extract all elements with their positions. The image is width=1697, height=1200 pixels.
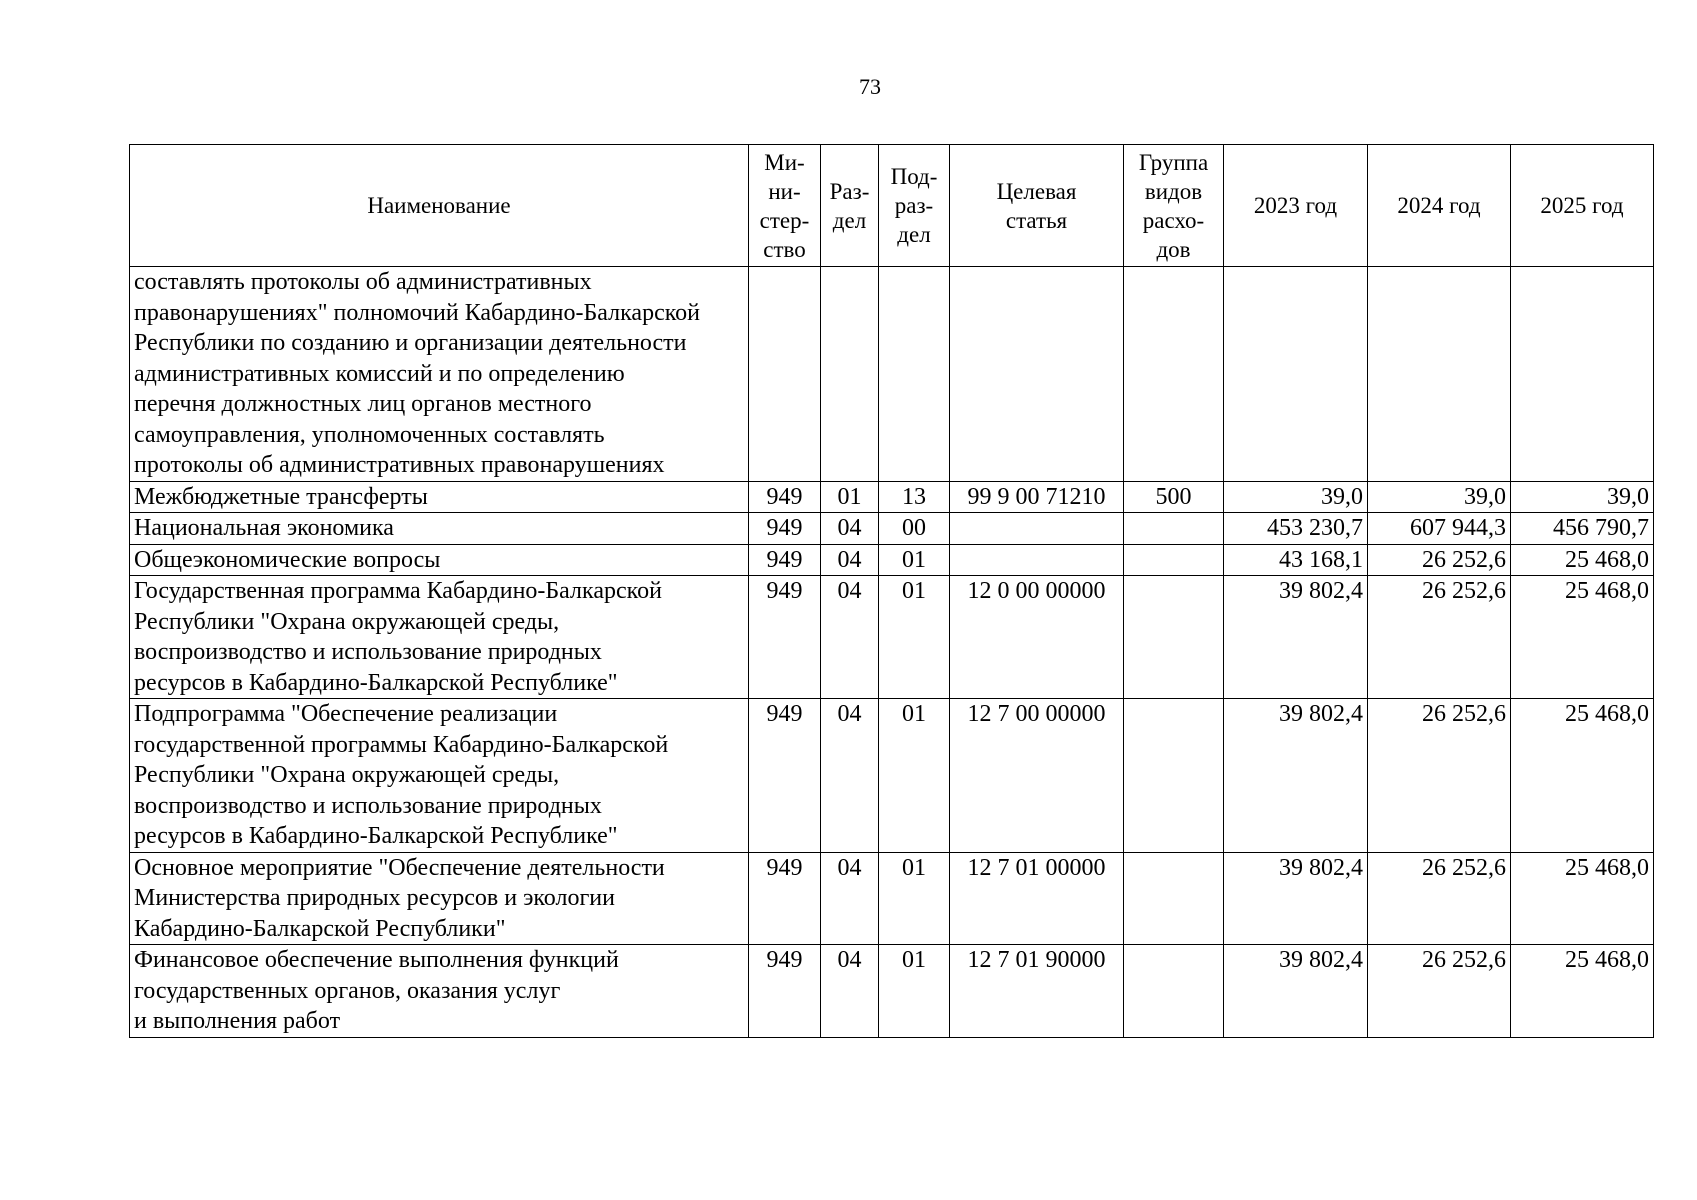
cell-2024: 26 252,6 xyxy=(1368,852,1511,945)
cell-2023: 453 230,7 xyxy=(1224,513,1368,545)
header-2023: 2023 год xyxy=(1224,145,1368,267)
name-line: протоколы об административных правонарушениях xyxy=(134,452,665,478)
cell-2025: 39,0 xyxy=(1511,481,1654,513)
header-name: Наименование xyxy=(130,145,749,267)
name-line: Подпрограмма "Обеспечение реализации xyxy=(134,701,558,727)
cell-group xyxy=(1124,513,1224,545)
cell-section: 04 xyxy=(821,576,879,699)
name-line: Государственная программа Кабардино-Балкарской xyxy=(134,578,662,604)
cell-name xyxy=(130,544,749,576)
name-line: Национальная экономика xyxy=(134,515,394,541)
name-line: Общеэкономические вопросы xyxy=(134,546,441,573)
table-row xyxy=(130,544,1654,576)
name-line: административных комиссий и по определению xyxy=(134,360,625,387)
cell-section: 01 xyxy=(821,481,879,513)
cell-2023: 39 802,4 xyxy=(1224,576,1368,699)
name-line: Республики "Охрана окружающей среды, xyxy=(134,762,560,788)
cell-subsection: 00 xyxy=(879,513,950,545)
cell-name xyxy=(130,481,749,513)
cell-group xyxy=(1124,699,1224,853)
name-line: самоуправления, уполномоченных составлять xyxy=(134,421,605,448)
header-section-line: дел xyxy=(832,207,867,233)
cell-group xyxy=(1124,267,1224,482)
cell-group xyxy=(1124,544,1224,576)
cell-name xyxy=(130,576,749,699)
cell-section: 04 xyxy=(821,699,879,853)
cell-group xyxy=(1124,945,1224,1038)
cell-2025: 25 468,0 xyxy=(1511,945,1654,1038)
name-line: Республики "Охрана окружающей среды, xyxy=(134,608,560,635)
name-line: ресурсов в Кабардино-Балкарской Республике" xyxy=(134,823,618,849)
cell-ministry: 949 xyxy=(749,852,821,945)
cell-ministry: 949 xyxy=(749,481,821,513)
cell-target: 12 7 00 00000 xyxy=(950,699,1124,853)
cell-section: 04 xyxy=(821,513,879,545)
name-line: составлять протоколы об административных xyxy=(134,269,592,295)
name-line: Кабардино-Балкарской Республики" xyxy=(134,915,506,942)
header-subsection-line: дел xyxy=(897,222,931,247)
cell-ministry: 949 xyxy=(749,699,821,853)
name-line: воспроизводство и использование природных xyxy=(134,639,602,665)
cell-target xyxy=(950,267,1124,482)
cell-ministry: 949 xyxy=(749,945,821,1038)
cell-target: 99 9 00 71210 xyxy=(950,481,1124,513)
header-group-line: видов xyxy=(1144,178,1203,204)
name-line: Основное мероприятие "Обеспечение деятельности xyxy=(134,854,665,881)
cell-ministry: 949 xyxy=(749,513,821,545)
header-2024: 2024 год xyxy=(1368,145,1511,267)
cell-2024: 26 252,6 xyxy=(1368,576,1511,699)
name-line: ресурсов в Кабардино-Балкарской Республике" xyxy=(134,669,618,696)
header-target-article xyxy=(950,145,1124,267)
cell-section: 04 xyxy=(821,945,879,1038)
cell-2025: 456 790,7 xyxy=(1511,513,1654,545)
cell-2025: 25 468,0 xyxy=(1511,699,1654,853)
cell-group xyxy=(1124,852,1224,945)
cell-subsection: 01 xyxy=(879,544,950,576)
table-row xyxy=(130,481,1654,513)
cell-target xyxy=(950,513,1124,545)
header-subsection-line: Под- xyxy=(890,164,938,189)
header-subsection-line: раз- xyxy=(894,193,934,218)
cell-subsection: 01 xyxy=(879,699,950,853)
table-row xyxy=(130,267,1654,482)
cell-section: 04 xyxy=(821,544,879,576)
cell-subsection xyxy=(879,267,950,482)
cell-2024: 607 944,3 xyxy=(1368,513,1511,545)
cell-2024: 26 252,6 xyxy=(1368,544,1511,576)
cell-2024: 26 252,6 xyxy=(1368,699,1511,853)
header-group-line: дов xyxy=(1156,236,1191,262)
cell-subsection: 01 xyxy=(879,945,950,1038)
name-line: перечня должностных лиц органов местного xyxy=(134,391,592,417)
cell-subsection: 01 xyxy=(879,852,950,945)
table-row xyxy=(130,699,1654,853)
cell-group xyxy=(1124,576,1224,699)
header-ministry xyxy=(749,145,821,267)
cell-section xyxy=(821,267,879,482)
cell-2025: 25 468,0 xyxy=(1511,852,1654,945)
cell-name xyxy=(130,945,749,1038)
cell-name xyxy=(130,267,749,482)
header-ministry-line: стер- xyxy=(759,207,810,233)
header-2025: 2025 год xyxy=(1511,145,1654,267)
header-ministry-line: Ми- xyxy=(764,149,805,175)
cell-2025: 25 468,0 xyxy=(1511,544,1654,576)
cell-name xyxy=(130,699,749,853)
name-line: Республики по созданию и организации деятельности xyxy=(134,330,687,356)
name-line: Межбюджетные трансферты xyxy=(134,483,428,510)
name-line: правонарушениях" полномочий Кабардино-Балкарской xyxy=(134,299,701,326)
cell-group: 500 xyxy=(1124,481,1224,513)
cell-2023: 39 802,4 xyxy=(1224,852,1368,945)
cell-2023: 39 802,4 xyxy=(1224,699,1368,853)
cell-ministry: 949 xyxy=(749,544,821,576)
cell-section: 04 xyxy=(821,852,879,945)
cell-subsection: 01 xyxy=(879,576,950,699)
header-target-line: Целевая xyxy=(996,178,1077,204)
cell-2024 xyxy=(1368,267,1511,482)
name-line: Финансовое обеспечение выполнения функций xyxy=(134,947,619,973)
cell-2023 xyxy=(1224,267,1368,482)
cell-2023: 43 168,1 xyxy=(1224,544,1368,576)
cell-ministry xyxy=(749,267,821,482)
page-number: 73 xyxy=(859,74,881,99)
name-line: и выполнения работ xyxy=(134,1008,341,1034)
table-row xyxy=(130,852,1654,945)
header-section xyxy=(821,145,879,267)
table-row xyxy=(130,576,1654,699)
cell-2025 xyxy=(1511,267,1654,482)
header-ministry-line: ни- xyxy=(768,178,801,204)
budget-table xyxy=(129,144,1654,1038)
cell-target: 12 0 00 00000 xyxy=(950,576,1124,699)
name-line: воспроизводство и использование природных xyxy=(134,792,602,819)
header-group-line: расхо- xyxy=(1142,207,1205,233)
header-subsection xyxy=(879,145,950,267)
cell-name xyxy=(130,513,749,545)
header-target-line: статья xyxy=(1005,207,1068,233)
cell-2024: 26 252,6 xyxy=(1368,945,1511,1038)
name-line: Министерства природных ресурсов и экологии xyxy=(134,885,615,911)
header-group-line: Группа xyxy=(1138,149,1209,175)
name-line: государственных органов, оказания услуг xyxy=(134,977,561,1004)
cell-name xyxy=(130,852,749,945)
header-expense-group xyxy=(1124,145,1224,267)
cell-target: 12 7 01 00000 xyxy=(950,852,1124,945)
cell-2023: 39 802,4 xyxy=(1224,945,1368,1038)
cell-2025: 25 468,0 xyxy=(1511,576,1654,699)
header-ministry-line: ство xyxy=(763,236,806,262)
table-header-row xyxy=(130,145,1654,267)
cell-ministry: 949 xyxy=(749,576,821,699)
cell-2024: 39,0 xyxy=(1368,481,1511,513)
cell-2023: 39,0 xyxy=(1224,481,1368,513)
name-line: государственной программы Кабардино-Балкарской xyxy=(134,731,669,758)
table-row xyxy=(130,513,1654,545)
cell-target: 12 7 01 90000 xyxy=(950,945,1124,1038)
header-section-line: Раз- xyxy=(829,178,870,204)
cell-subsection: 13 xyxy=(879,481,950,513)
table-row xyxy=(130,945,1654,1038)
cell-target xyxy=(950,544,1124,576)
